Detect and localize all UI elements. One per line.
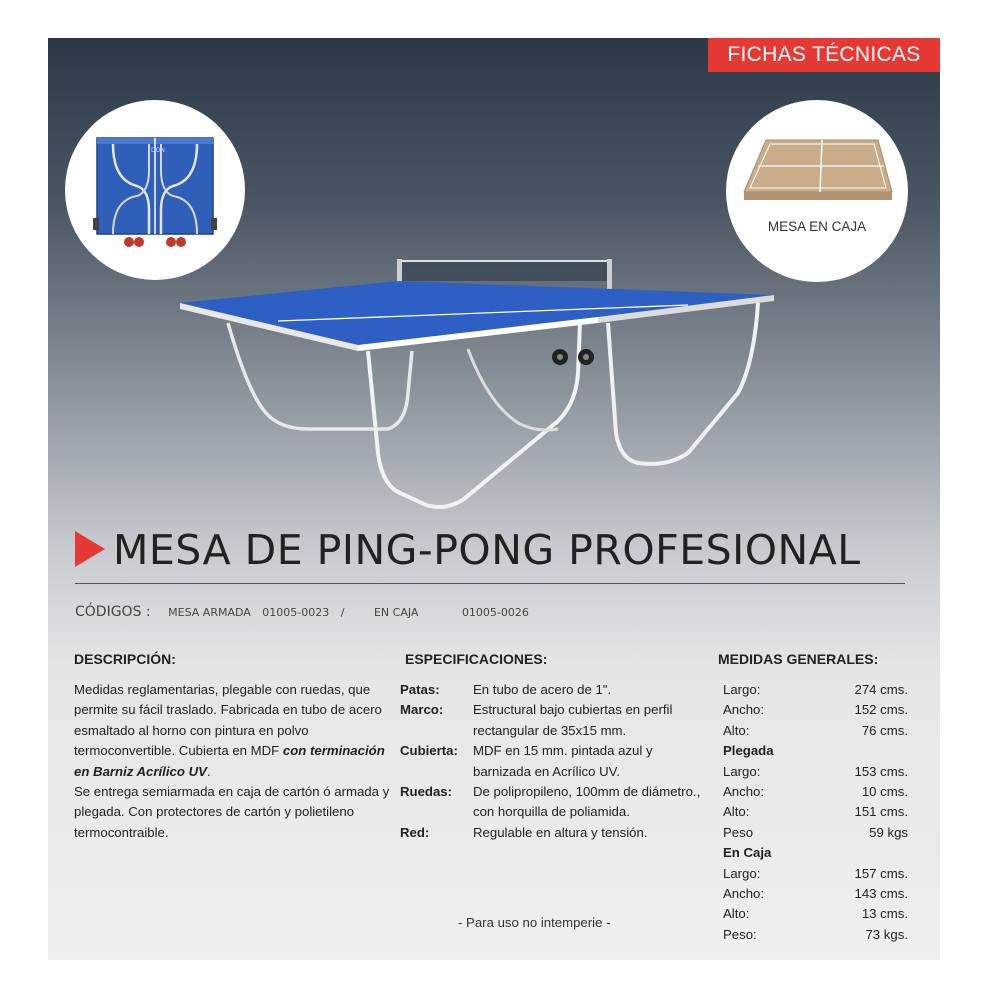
descripcion-p1-end: . (206, 763, 211, 779)
spec-value: De polipropileno, 100mm de diámetro., con horquilla de poliamida. (473, 784, 701, 820)
measure-key: Peso (723, 824, 754, 840)
spec-key: Cubierta: (400, 743, 458, 759)
measure-value: 59 kgs (869, 824, 908, 840)
descripcion-emphasis: con terminación en Barniz Acrílico UV (74, 743, 385, 779)
measure-value: 151 cms. (854, 804, 908, 820)
especificaciones-title: ESPECIFICACIONES: (405, 651, 548, 667)
box-label: MESA EN CAJA (767, 219, 867, 234)
section-tag: FICHAS TÉCNICAS (708, 38, 940, 72)
measure-key: Alto: (723, 722, 750, 738)
title-arrow-icon (75, 531, 105, 567)
usage-note: - Para uso no intemperie - (458, 915, 611, 930)
measure-value: 153 cms. (854, 763, 908, 779)
codes-label: CÓDIGOS : (75, 604, 151, 620)
descripcion-p2: Se entrega semiarmada en caja de cartón ó armada y plegada. Con protectores de cartón y polietileno termocontraible. (74, 784, 390, 840)
spec-row (400, 782, 710, 823)
title-divider (75, 583, 905, 584)
measure-value: 73 kgs. (865, 926, 908, 942)
measure-value: 157 cms. (854, 865, 908, 881)
caja-label: EN CAJA (373, 606, 419, 619)
spec-value: MDF en 15 mm. pintada azul y barnizada en Acrílico UV. (473, 743, 653, 779)
measure-row (723, 884, 908, 904)
measure-key: Alto: (723, 906, 750, 922)
measure-row (723, 802, 908, 822)
measure-key: Ancho: (723, 886, 765, 902)
armada-label: MESA ARMADA (168, 606, 251, 619)
spec-row (400, 741, 710, 782)
brand-mark: DON (151, 147, 165, 154)
spec-key: Patas: (400, 682, 440, 697)
descripcion-text (74, 680, 394, 843)
measure-row (723, 680, 908, 700)
measure-row (723, 762, 908, 782)
medidas-list (723, 680, 908, 945)
spec-key: Marco: (400, 702, 444, 718)
measure-value: 274 cms. (854, 682, 908, 697)
spec-key: Ruedas: (400, 784, 453, 800)
caja-heading: En Caja (723, 845, 772, 861)
spec-row (400, 680, 710, 700)
product-title-text: MESA DE PING-PONG PROFESIONAL (113, 526, 861, 574)
spec-sheet (48, 38, 940, 960)
measure-row (723, 864, 908, 884)
measure-key: Largo: (723, 682, 761, 697)
measure-key: Peso: (723, 926, 757, 942)
measure-value: 143 cms. (854, 886, 908, 902)
spec-value: Estructural bajo cubiertas en perfil rectangular de 35x15 mm. (473, 702, 673, 738)
measure-value: 10 cms. (861, 784, 908, 800)
especificaciones-list (400, 680, 710, 843)
measure-key: Alto: (723, 804, 750, 820)
box-image (726, 100, 908, 220)
measure-row (723, 700, 908, 720)
measure-key: Ancho: (723, 784, 765, 800)
measure-row (723, 925, 908, 945)
codes-separator: / (340, 606, 345, 619)
caja-code: 01005-0026 (461, 606, 529, 619)
measure-value: 13 cms. (861, 906, 908, 922)
descripcion-title: DESCRIPCIÓN: (74, 651, 176, 667)
measure-key: Largo: (723, 865, 761, 881)
spec-key: Red: (400, 824, 430, 840)
measure-value: 152 cms. (854, 702, 908, 718)
measure-key: Ancho: (723, 702, 765, 718)
product-title (75, 526, 861, 574)
spec-row (400, 700, 710, 741)
spec-value: En tubo de acero de 1". (473, 682, 612, 697)
measure-value: 76 cms. (861, 722, 908, 738)
measure-row (723, 721, 908, 741)
measure-row (723, 823, 908, 843)
measure-key: Largo: (723, 763, 761, 779)
medidas-title: MEDIDAS GENERALES: (718, 651, 879, 667)
armada-code: 01005-0023 (262, 606, 330, 619)
plegada-heading: Plegada (723, 743, 774, 759)
measure-row (723, 782, 908, 802)
product-codes (75, 604, 537, 620)
descripcion-p1: Medidas reglamentarias, plegable con ruedas, que permite su fácil traslado. Fabricada en tubo de acero esmaltado al horno con pintura en polvo termoconvertible. Cubierta en MDF (74, 682, 382, 759)
spec-value: Regulable en altura y tensión. (473, 824, 648, 840)
ping-pong-table-image (168, 253, 788, 543)
spec-row (400, 823, 710, 843)
measure-row (723, 904, 908, 924)
